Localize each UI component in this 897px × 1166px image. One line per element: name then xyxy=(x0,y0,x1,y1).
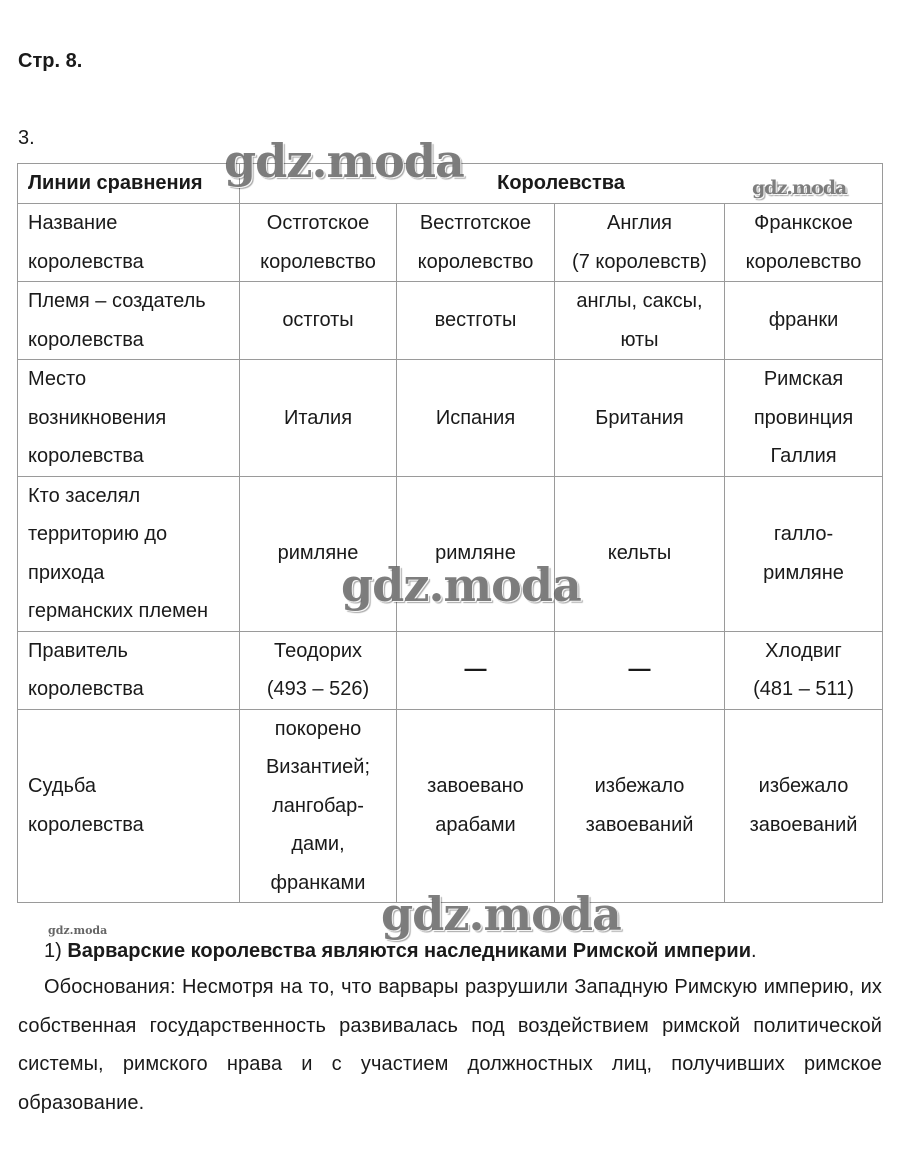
table-cell: Хлодвиг (481 – 511) xyxy=(725,631,883,709)
table-cell: Остготское королевство xyxy=(240,204,397,282)
table-cell: остготы xyxy=(240,282,397,360)
header-kingdoms: Королевства xyxy=(240,164,883,204)
table-header-row xyxy=(18,164,883,204)
table-cell: англы, саксы, юты xyxy=(555,282,725,360)
row-label: Племя – создатель королевства xyxy=(18,282,240,360)
row-label: Название королевства xyxy=(18,204,240,282)
table-row xyxy=(18,631,883,709)
answer-justification: Обоснования: Несмотря на то, что варвары разрушили Западную Римскую империю, их собственная государственность развивалась под воздействием римской политической системы, римского нрава и с участием должностных лиц, получивших римское образование. xyxy=(18,976,882,1114)
table-cell: Испания xyxy=(397,360,555,477)
row-label: Судьба королевства xyxy=(18,709,240,903)
table-row xyxy=(18,360,883,477)
table-row xyxy=(18,709,883,903)
table-cell: Франкское королевство xyxy=(725,204,883,282)
watermark: gdz.moda xyxy=(752,177,847,199)
header-criteria: Линии сравнения xyxy=(18,164,240,204)
table-cell: — xyxy=(555,631,725,709)
table-row xyxy=(18,204,883,282)
table-cell: римляне xyxy=(240,476,397,631)
table-cell: Англия (7 королевств) xyxy=(555,204,725,282)
table-cell: римляне xyxy=(397,476,555,631)
table-cell: Римская провинция Галлия xyxy=(725,360,883,477)
table-cell: вестготы xyxy=(397,282,555,360)
table-cell: завоевано арабами xyxy=(397,709,555,903)
table-cell: франки xyxy=(725,282,883,360)
table-cell: Италия xyxy=(240,360,397,477)
row-label: Место возникновения королевства xyxy=(18,360,240,477)
table-cell: кельты xyxy=(555,476,725,631)
row-label: Кто заселял территорию до прихода германских племен xyxy=(18,476,240,631)
comparison-table xyxy=(17,163,883,903)
answer-statement-bold: Варварские королевства являются наследниками Римской империи xyxy=(67,940,751,962)
table-cell: избежало завоеваний xyxy=(725,709,883,903)
watermark: gdz.moda xyxy=(48,924,108,937)
page-reference: Стр. 8. xyxy=(18,50,83,72)
watermark: gdz.moda xyxy=(341,558,581,612)
table-row xyxy=(18,282,883,360)
table-cell: Вестготское королевство xyxy=(397,204,555,282)
task-number: 3. xyxy=(18,127,35,149)
table-cell: галло- римляне xyxy=(725,476,883,631)
table-cell: — xyxy=(397,631,555,709)
table-cell: Теодорих (493 – 526) xyxy=(240,631,397,709)
row-label: Правитель королевства xyxy=(18,631,240,709)
table-cell: Британия xyxy=(555,360,725,477)
watermark: gdz.moda xyxy=(224,134,464,188)
watermark: gdz.moda xyxy=(381,887,621,941)
answer-statement: 1) Варварские королевства являются наследниками Римской империи. xyxy=(44,940,757,962)
table-cell: покорено Византией; лангобар- дами, франками xyxy=(240,709,397,903)
table-row xyxy=(18,476,883,631)
table-cell: избежало завоеваний xyxy=(555,709,725,903)
